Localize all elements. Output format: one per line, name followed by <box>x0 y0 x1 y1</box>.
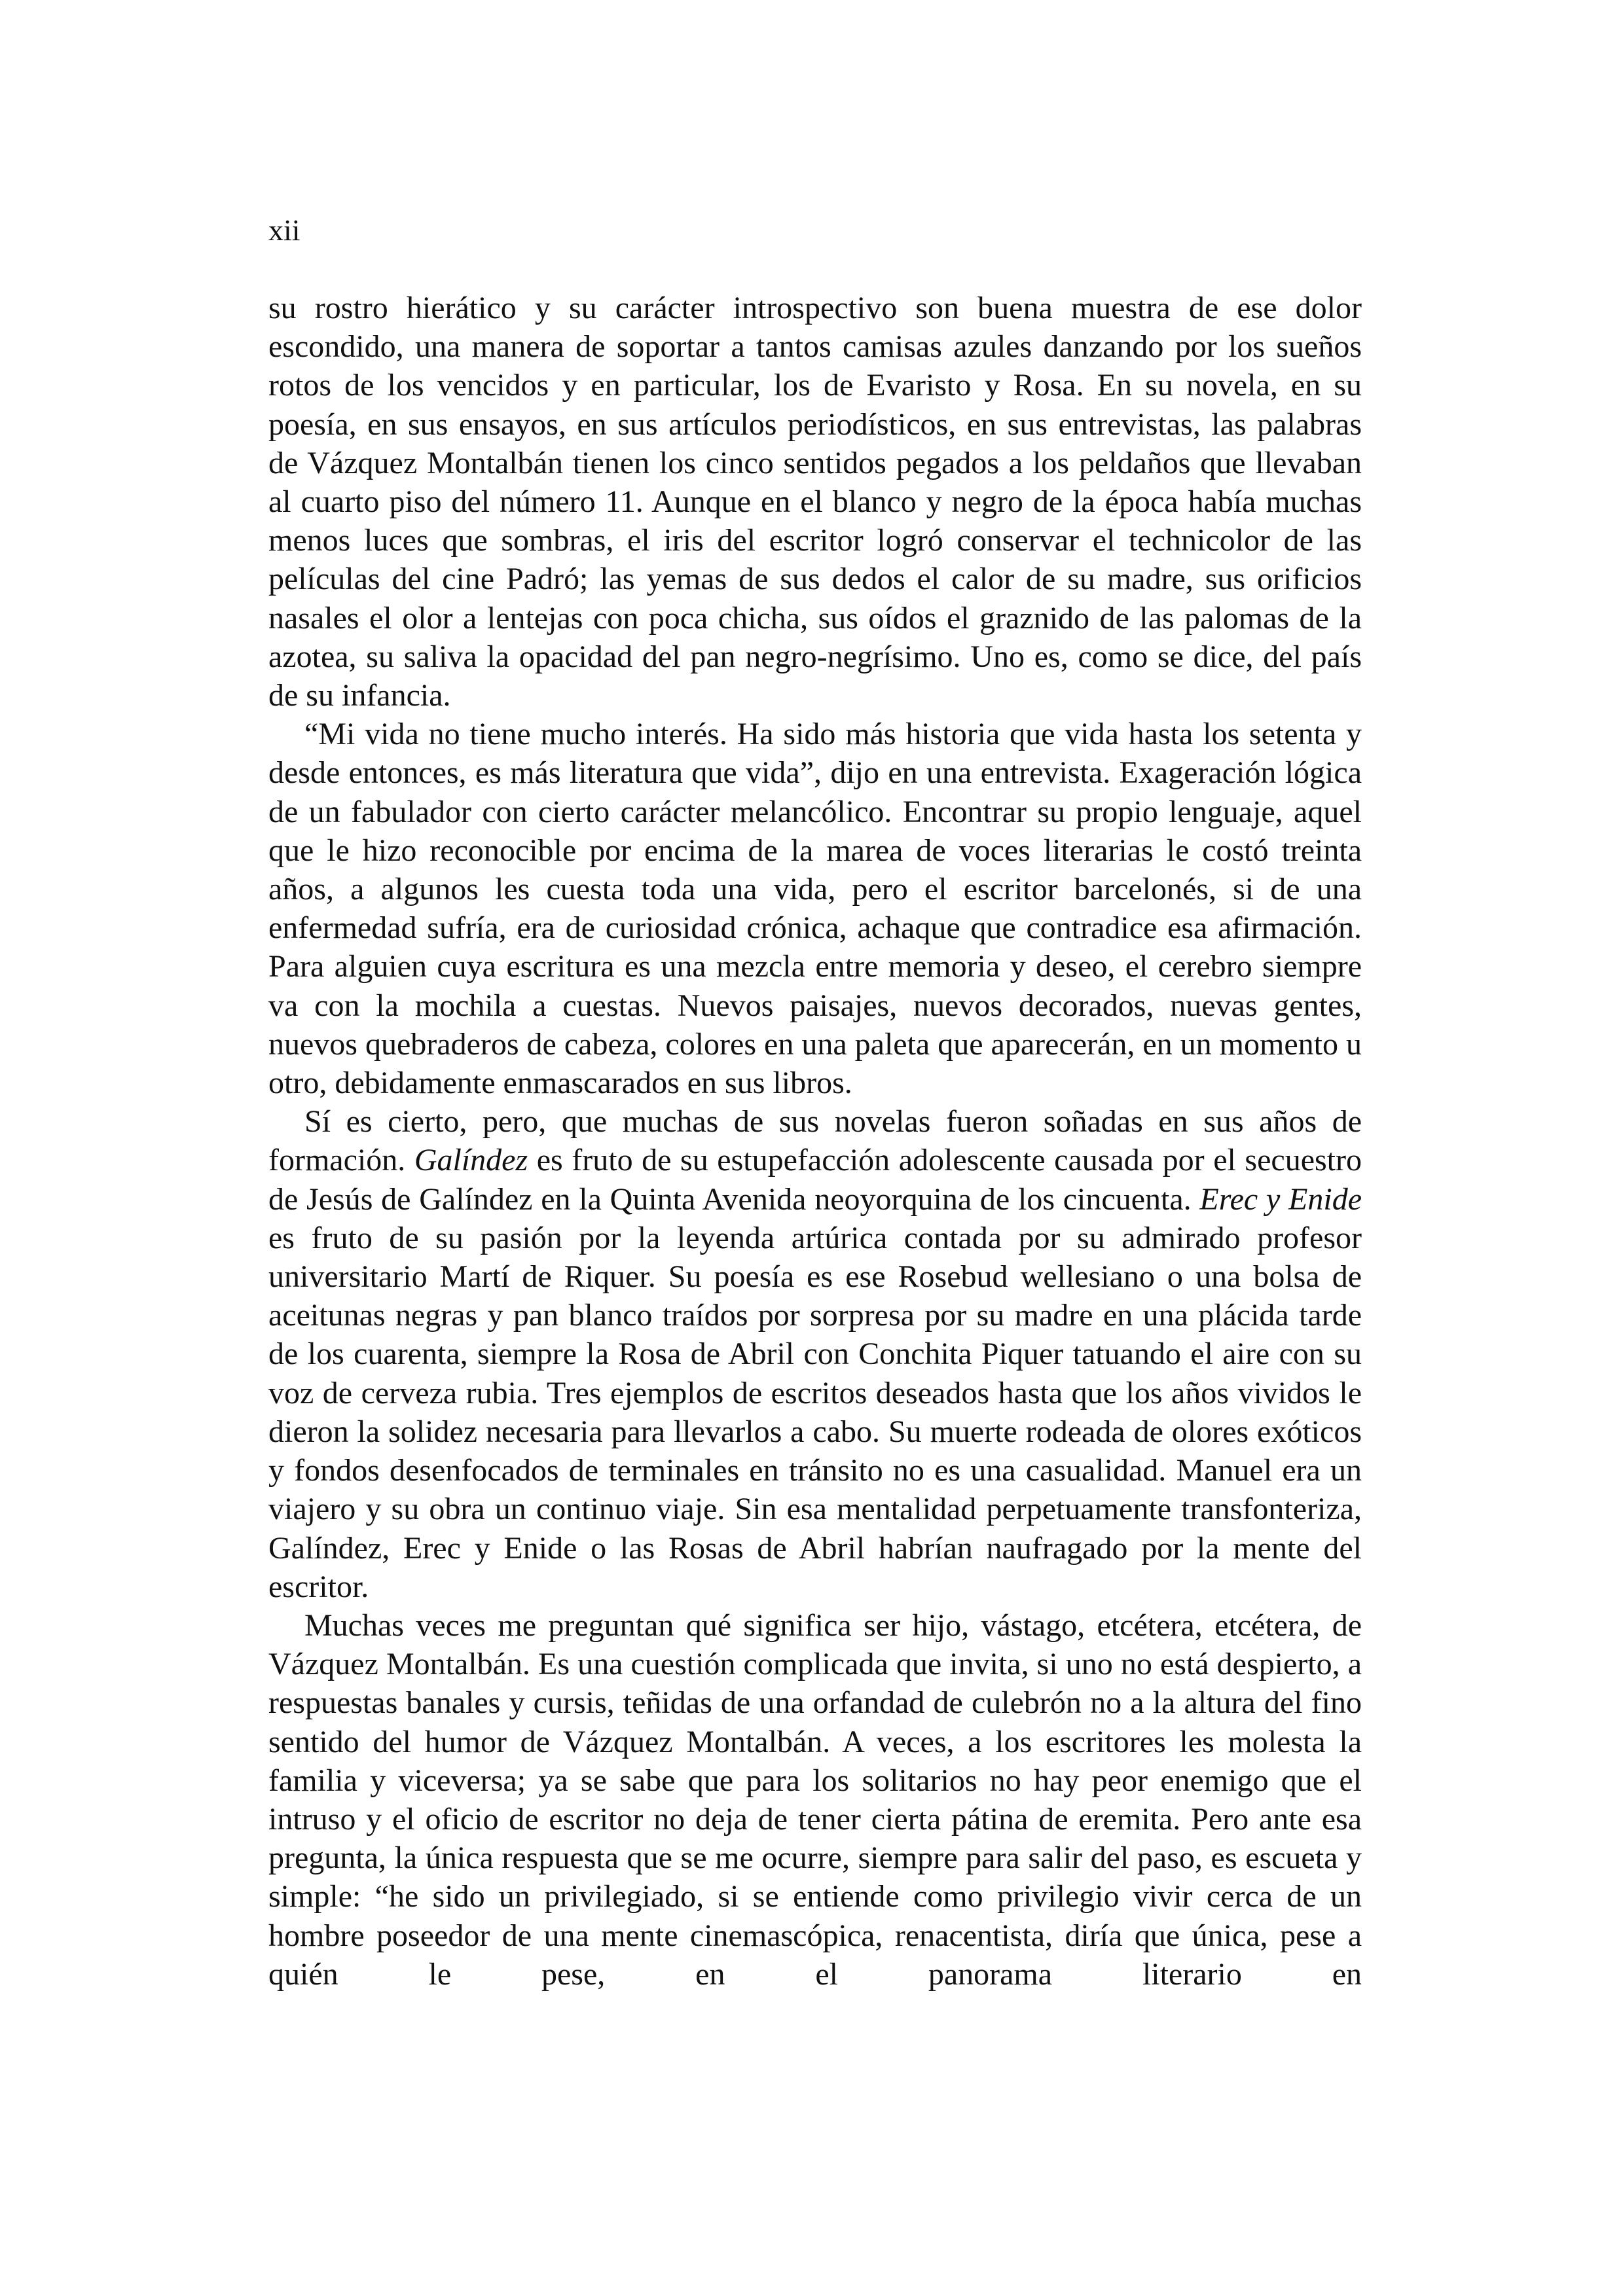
paragraph-3 <box>268 1102 1362 1606</box>
paragraph-4 <box>268 1606 1362 1994</box>
body-text <box>268 289 1362 1994</box>
paragraph-1 <box>268 289 1362 715</box>
paragraph-text: Sí es cierto, pero, que muchas de sus novelas fueron soñadas en sus años de formación. <box>268 1104 1362 1178</box>
book-title-galindez: Galíndez <box>414 1143 528 1178</box>
paragraph-text: es fruto de su pasión por la leyenda artúrica contada por su admirado profesor universitario Martí de Riquer. Su poesía es ese Rosebud wellesiano o una bolsa de aceitunas negras y pan blanco traídos por sorpresa por su madre en una plácida tarde de los cuarenta, siempre la Rosa de Abril con Conchita Piquer tatuando el aire con su voz de cerveza rubia. Tres ejemplos de escritos deseados hasta que los años vividos le dieron la solidez necesaria para llevarlos a cabo. Su muerte rodeada de olores exóticos y fondos desenfocados de terminales en tránsito no es una casualidad. Manuel era un viajero y su obra un continuo viaje. Sin esa mentalidad perpetuamente transfonteriza, Galíndez, Erec y Enide o las Rosas de Abril habrían naufragado por la mente del escritor. <box>268 1220 1362 1604</box>
paragraph-text: es fruto de su estupefacción adolescente causada por el secuestro de Jesús de Galíndez en la Quinta Avenida neoyorquina de los cincuenta. <box>268 1143 1362 1217</box>
paragraph-text: “Mi vida no tiene mucho interés. Ha sido más historia que vida hasta los setenta y desde entonces, es más literatura que vida”, dijo en una entrevista. Exageración lógica de un fabulador con cierto carácter melancólico. Encontrar su propio lenguaje, aquel que le hizo reconocible por encima de la marea de voces literarias le costó treinta años, a algunos les cuesta toda una vida, pero el escritor barcelonés, si de una enfermedad sufría, era de curiosidad crónica, achaque que contradice esa afirmación. Para alguien cuya escritura es una mezcla entre memoria y deseo, el cerebro siempre va con la mochila a cuestas. Nuevos paisajes, nuevos decorados, nuevas gentes, nuevos quebraderos de cabeza, colores en una paleta que aparecerán, en un momento u otro, debidamente enmascarados en sus libros. <box>268 717 1362 1101</box>
paragraph-2 <box>268 715 1362 1102</box>
paragraph-text: su rostro hierático y su carácter introspectivo son buena muestra de ese dolor escondido, una manera de soportar a tantos camisas azules danzando por los sueños rotos de los vencidos y en particular, los de Evaristo y Rosa. En su novela, en su poesía, en sus ensayos, en sus artículos periodísticos, en sus entrevistas, las palabras de Vázquez Montalbán tienen los cinco sentidos pegados a los peldaños que llevaban al cuarto piso del número 11. Aunque en el blanco y negro de la época había muchas menos luces que sombras, el iris del escritor logró conservar el technicolor de las películas del cine Padró; las yemas de sus dedos el calor de su madre, sus orificios nasales el olor a lentejas con poca chicha, sus oídos el graznido de las palomas de la azotea, su saliva la opacidad del pan negro-negrísimo. Uno es, como se dice, del país de su infancia. <box>268 291 1362 713</box>
paragraph-text: Muchas veces me preguntan qué significa ser hijo, vástago, etcétera, etcétera, de Vázquez Montalbán. Es una cuestión complicada que invita, si uno no está despierto, a respuestas banales y cursis, teñidas de una orfandad de culebrón no a la altura del fino sentido del humor de Vázquez Montalbán. A veces, a los escritores les molesta la familia y viceversa; ya se sabe que para los solitarios no hay peor enemigo que el intruso y el oficio de escritor no deja de tener cierta pátina de eremita. Pero ante esa pregunta, la única respuesta que se me ocurre, siempre para salir del paso, es escueta y simple: “he sido un privilegiado, si se entiende como privilegio vivir cerca de un hombre poseedor de una mente cinemascópica, renacentista, diría que única, pese a quién le pese, en el panorama literario en <box>268 1607 1362 1992</box>
book-title-erec-y-enide: Erec y Enide <box>1199 1181 1362 1217</box>
page-number: xii <box>268 213 301 247</box>
